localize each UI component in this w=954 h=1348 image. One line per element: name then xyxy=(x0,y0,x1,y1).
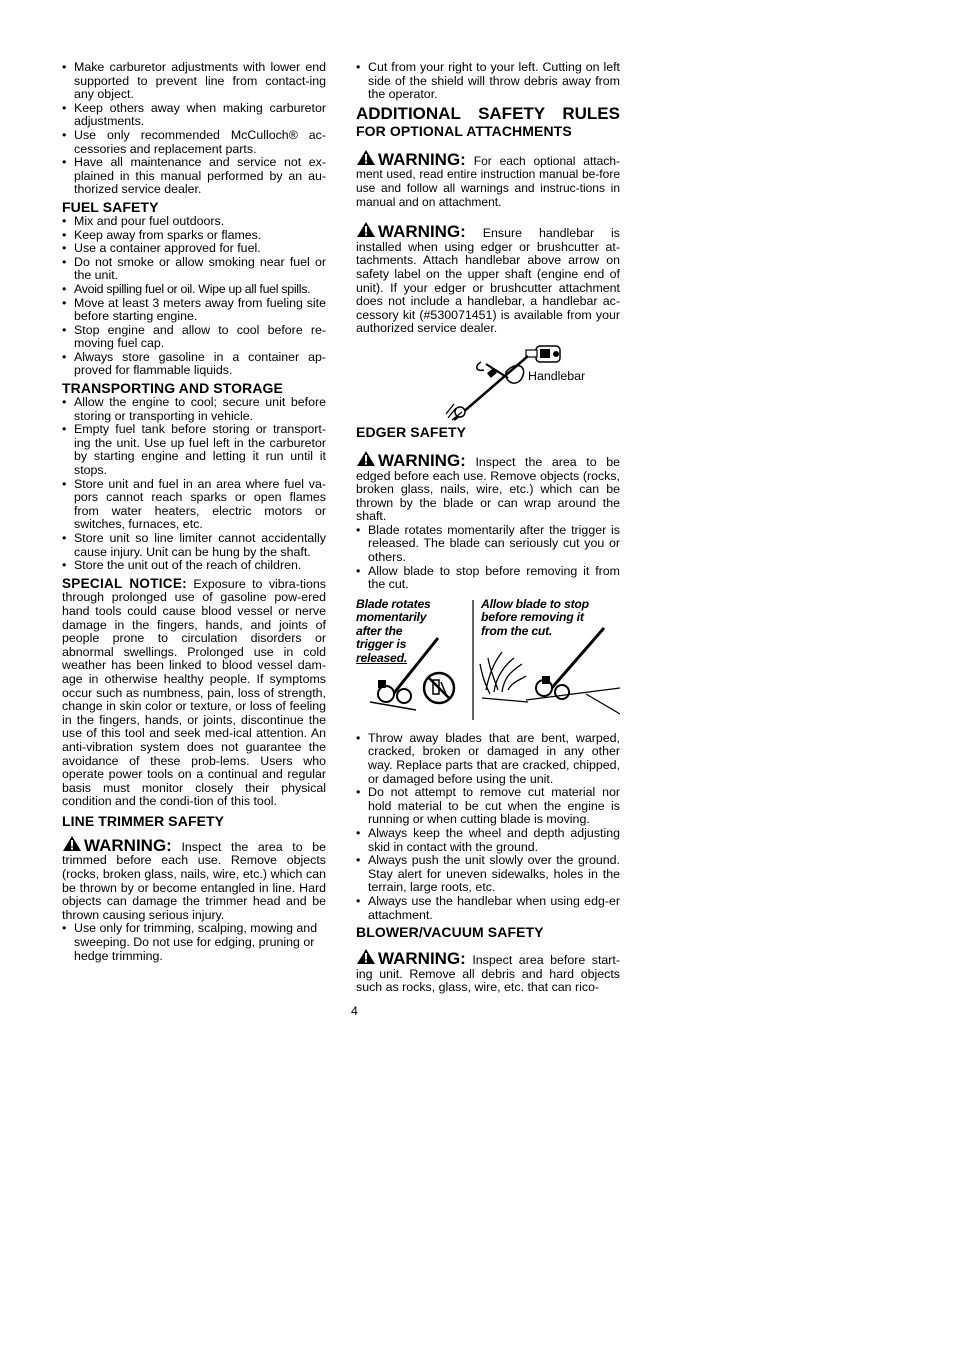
transporting-list xyxy=(62,396,326,573)
fuel-safety-list xyxy=(62,215,326,378)
special-notice-paragraph xyxy=(62,577,326,809)
line-trimmer-list xyxy=(62,922,326,963)
intro-bullet-list xyxy=(62,61,326,197)
caption-line: momentarily xyxy=(356,610,427,625)
list-item: • Move at least 3 meters away from fueling site before starting engine. xyxy=(62,297,326,324)
list-item: • Throw away blades that are bent, warped, cracked, broken or damaged in any other way. Replace parts that are cracked, chipped, or damaged before using the unit. xyxy=(356,732,620,786)
list-item: • Do not attempt to remove cut material nor hold material to be cut when the engine is running or when cutting blade is moving. xyxy=(356,786,620,827)
list-item: • Use only recommended McCulloch® ac-cessories and replacement parts. xyxy=(62,129,326,156)
list-item: • Stop engine and allow to cool before re-moving fuel cap. xyxy=(62,324,326,351)
line-trimmer-warning xyxy=(62,835,326,923)
list-item: • Do not smoke or allow smoking near fuel or the unit. xyxy=(62,256,326,283)
list-item: • Always push the unit slowly over the ground. Stay alert for uneven sidewalks, holes in the terrain, large roots, etc. xyxy=(356,854,620,895)
list-item: • Store the unit out of the reach of children. xyxy=(62,559,326,573)
warning-text: For each optional attach-ment used, read entire instruction manual be-fore use and follow all warnings and instruc-tions in manual and on attachment. xyxy=(356,153,620,209)
caption-line: after the xyxy=(356,623,403,638)
warning-text: Inspect the area to be edged before each use. Remove objects (rocks, broken glass, nails, wire, etc.) which can be thrown by the blade or can wrap around the shaft. xyxy=(356,454,620,524)
list-item: • Always keep the wheel and depth adjusting skid in contact with the ground. xyxy=(356,827,620,854)
list-item: • Empty fuel tank before storing or transport-ing the unit. Use up fuel left in the carburetor by starting engine and letting it run until it stops. xyxy=(62,423,326,477)
warning-label: WARNING: xyxy=(378,949,466,969)
edger-warning xyxy=(356,450,620,524)
caption-line: from the cut. xyxy=(481,623,553,638)
blower-safety-heading: BLOWER/VACUUM SAFETY xyxy=(356,924,544,941)
left-column xyxy=(62,61,326,963)
special-notice-label: SPECIAL NOTICE: xyxy=(62,575,187,591)
list-item: • Avoid spilling fuel or oil. Wipe up all fuel spills. xyxy=(62,283,326,297)
caption-line: released. xyxy=(356,650,408,665)
line-trimmer-heading: LINE TRIMMER SAFETY xyxy=(62,812,225,829)
edger-safety-heading: EDGER SAFETY xyxy=(356,423,467,440)
warning-label: WARNING: xyxy=(378,222,466,242)
list-item: • Blade rotates momentarily after the trigger is released. The blade can seriously cut you or others. xyxy=(356,524,620,565)
optional-attachments-subheading: FOR OPTIONAL ATTACHMENTS xyxy=(356,122,572,139)
warning-text: Inspect the area to be trimmed before each use. Remove objects (rocks, broken glass, nails, wire, etc.) which can be thrown by or become entangled in line. Hard objects can damage the trimmer head and be thrown causing serious injury. xyxy=(62,839,326,922)
caption-line: before removing it xyxy=(481,610,584,625)
caption-line: trigger is xyxy=(356,637,407,652)
attachment-warning xyxy=(356,149,620,209)
list-item: • Have all maintenance and service not ex-plained in this manual performed by an au-thorized service dealer. xyxy=(62,156,326,197)
list-item: • Always use the handlebar when using edg-er attachment. xyxy=(356,895,620,922)
heading-word: RULES xyxy=(562,103,620,123)
fuel-safety-heading: FUEL SAFETY xyxy=(62,198,159,215)
handlebar-figure xyxy=(356,342,620,422)
list-item: • Make carburetor adjustments with lower end supported to prevent line from contact-ing any object. xyxy=(62,61,326,102)
list-item: • Mix and pour fuel outdoors. xyxy=(62,215,326,229)
page-number: 4 xyxy=(351,1004,358,1018)
additional-safety-heading xyxy=(356,104,620,123)
warning-label: WARNING: xyxy=(378,149,466,169)
list-item: • Keep away from sparks or flames. xyxy=(62,229,326,243)
edger-figure xyxy=(356,598,620,722)
heading-word: SAFETY xyxy=(478,103,546,123)
list-item: • Cut from your right to your left. Cutting on left side of the shield will throw debris away from the operator. xyxy=(356,61,620,102)
edger-illustration xyxy=(356,598,620,722)
warning-text: Ensure handlebar is installed when using edger or brushcutter at-tachments. Attach handlebar above arrow on safety label on the upper shaft (engine end of unit). If your edger or brushcutter attachment does not include a handlebar, a handlebar ac-cessory kit (#530071451) is available from your authorized service dealer. xyxy=(356,226,620,336)
right-column xyxy=(356,61,620,995)
list-item: • Store unit and fuel in an area where fuel va-pors cannot reach sparks or open flames from water heaters, electric motors or switches, furnaces, etc. xyxy=(62,478,326,532)
caption-line: Allow blade to stop xyxy=(481,596,589,611)
transporting-heading: TRANSPORTING AND STORAGE xyxy=(62,380,283,397)
warning-icon xyxy=(356,221,376,238)
list-item: • Keep others away when making carburetor adjustments. xyxy=(62,102,326,129)
caption-line: Blade rotates xyxy=(356,596,431,611)
edger-list-a xyxy=(356,524,620,592)
special-notice-text: Exposure to vibra-tions through prolonged use of gasoline pow-ered hand tools could cause blood vessel or nerve damage in the fingers, hands, and joints of people prone to circulation disorders or abnormal swellings. Prolonged use in cold weather has been linked to blood vessel dam-age in otherwise healthy people. If symptoms occur such as numbness, pain, loss of strength, change in skin color or texture, or loss of feeling in the fingers, hands, or joints, discontinue the use of this tool and seek med-ical attention. An anti-vibration system does not guarantee the avoidance of these prob-lems. Users who operate power tools on a continual and regular basis must monitor closely their physical condition and the condi-tion of this tool. xyxy=(62,576,326,809)
warning-label: WARNING: xyxy=(84,835,172,855)
warning-label: WARNING: xyxy=(378,450,466,470)
warning-text: Inspect area before start-ing unit. Remove all debris and hard objects such as rocks, glass, wire, etc. that can rico- xyxy=(356,953,620,995)
warning-icon xyxy=(356,948,376,965)
handlebar-warning xyxy=(356,221,620,336)
handlebar-label: Handlebar xyxy=(528,368,586,383)
warning-icon xyxy=(356,149,376,166)
list-item: • Use a container approved for fuel. xyxy=(62,242,326,256)
list-item: • Use only for trimming, scalping, mowing and sweeping. Do not use for edging, pruning or hedge trimming. xyxy=(62,922,326,963)
edger-list-b xyxy=(356,732,620,922)
list-item: • Always store gasoline in a container ap-proved for flammable liquids. xyxy=(62,351,326,378)
list-item: • Allow the engine to cool; secure unit before storing or transporting in vehicle. xyxy=(62,396,326,423)
list-item: • Store unit so line limiter cannot accidentally cause injury. Unit can be hung by the shaft. xyxy=(62,532,326,559)
list-item: • Allow blade to stop before removing it from the cut. xyxy=(356,565,620,592)
heading-word: ADDITIONAL xyxy=(356,103,461,123)
intro-bullet-list xyxy=(356,61,620,102)
warning-icon xyxy=(62,835,82,852)
blower-warning xyxy=(356,948,620,995)
warning-icon xyxy=(356,450,376,467)
